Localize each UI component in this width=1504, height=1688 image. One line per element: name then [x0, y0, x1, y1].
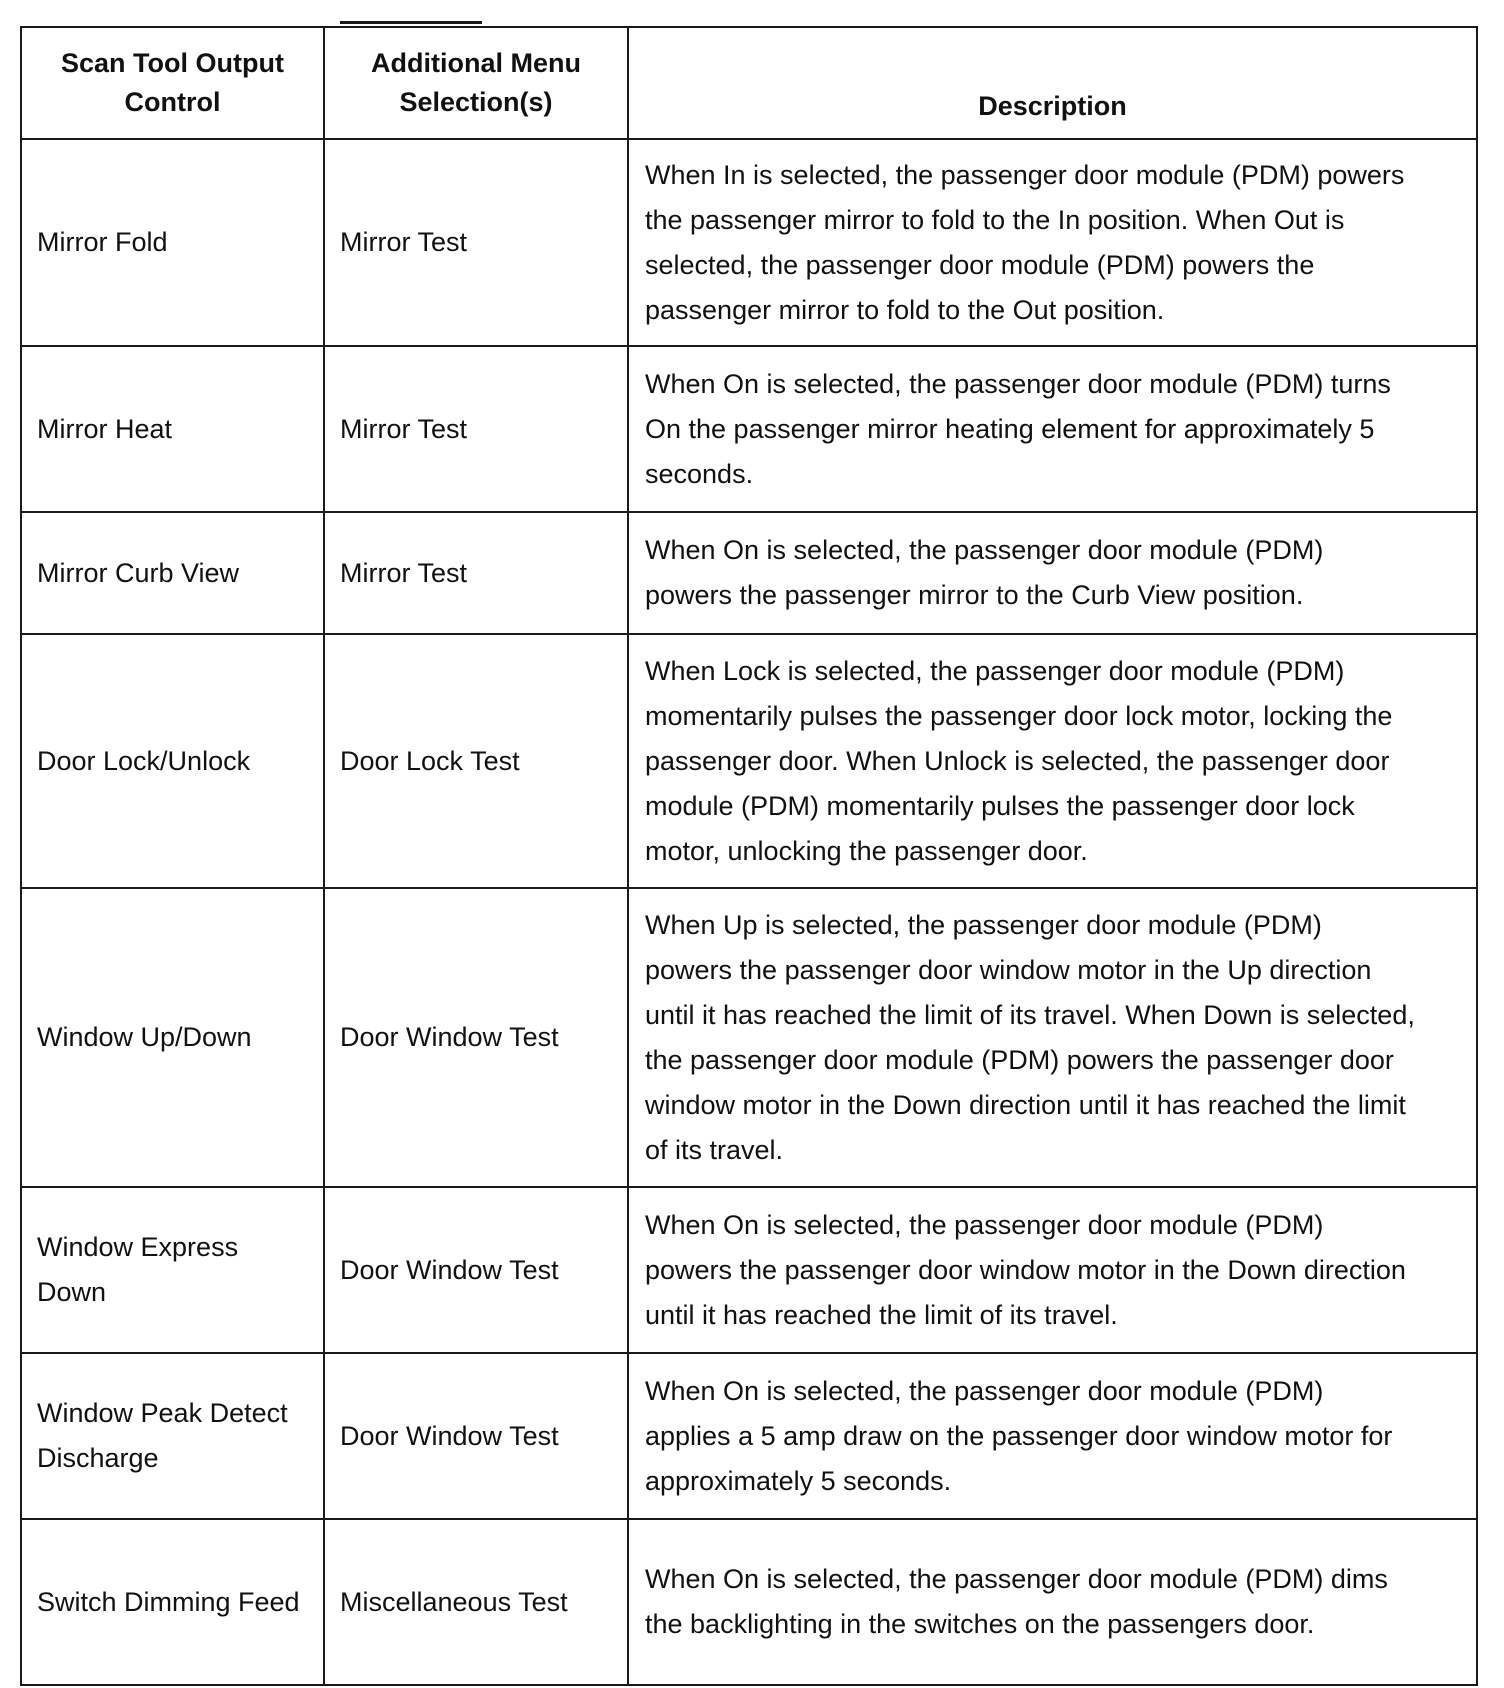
header-top-mark — [340, 21, 482, 24]
control-cell: Mirror Curb View — [21, 512, 324, 634]
description-cell: When On is selected, the passenger door module (PDM) powers the passenger door window motor in the Down direction until it has reached the limit of its travel. — [628, 1187, 1477, 1353]
menu-cell: Door Window Test — [324, 1187, 628, 1353]
description-cell: When On is selected, the passenger door module (PDM) applies a 5 amp draw on the passenger door window motor for approximately 5 seconds. — [628, 1353, 1477, 1519]
description-cell: When On is selected, the passenger door module (PDM) dims the backlighting in the switches on the passengers door. — [628, 1519, 1477, 1685]
menu-cell: Miscellaneous Test — [324, 1519, 628, 1685]
control-cell: Mirror Heat — [21, 346, 324, 512]
menu-cell: Door Window Test — [324, 1353, 628, 1519]
header-description: Description — [628, 27, 1477, 139]
menu-cell: Door Lock Test — [324, 634, 628, 888]
description-cell: When In is selected, the passenger door module (PDM) powers the passenger mirror to fold to the In position. When Out is selected, the passenger door module (PDM) powers the passenger mirror to fold to the Out position. — [628, 139, 1477, 346]
output-control-table — [20, 26, 1478, 1686]
menu-cell: Door Window Test — [324, 888, 628, 1187]
control-cell: Window Express Down — [21, 1187, 324, 1353]
description-cell: When On is selected, the passenger door module (PDM) turns On the passenger mirror heating element for approximately 5 seconds. — [628, 346, 1477, 512]
table-row — [21, 1187, 1477, 1353]
menu-cell: Mirror Test — [324, 139, 628, 346]
menu-cell: Mirror Test — [324, 346, 628, 512]
control-cell: Window Peak Detect Discharge — [21, 1353, 324, 1519]
table-row — [21, 346, 1477, 512]
header-menu: Additional Menu Selection(s) — [324, 27, 628, 139]
control-cell: Mirror Fold — [21, 139, 324, 346]
header-control: Scan Tool Output Control — [21, 27, 324, 139]
header-row — [21, 27, 1477, 139]
description-cell: When Lock is selected, the passenger door module (PDM) momentarily pulses the passenger door lock motor, locking the passenger door. When Unlock is selected, the passenger door module (PDM) momentarily pulses the passenger door lock motor, unlocking the passenger door. — [628, 634, 1477, 888]
table-row — [21, 634, 1477, 888]
table-row — [21, 1353, 1477, 1519]
table-row — [21, 888, 1477, 1187]
menu-cell: Mirror Test — [324, 512, 628, 634]
control-cell: Window Up/Down — [21, 888, 324, 1187]
table-row — [21, 139, 1477, 346]
control-cell: Switch Dimming Feed — [21, 1519, 324, 1685]
description-cell: When On is selected, the passenger door module (PDM) powers the passenger mirror to the Curb View position. — [628, 512, 1477, 634]
table-row — [21, 1519, 1477, 1685]
table-row — [21, 512, 1477, 634]
control-cell: Door Lock/Unlock — [21, 634, 324, 888]
description-cell: When Up is selected, the passenger door module (PDM) powers the passenger door window motor in the Up direction until it has reached the limit of its travel. When Down is selected, the passenger door module (PDM) powers the passenger door window motor in the Down direction until it has reached the limit of its travel. — [628, 888, 1477, 1187]
